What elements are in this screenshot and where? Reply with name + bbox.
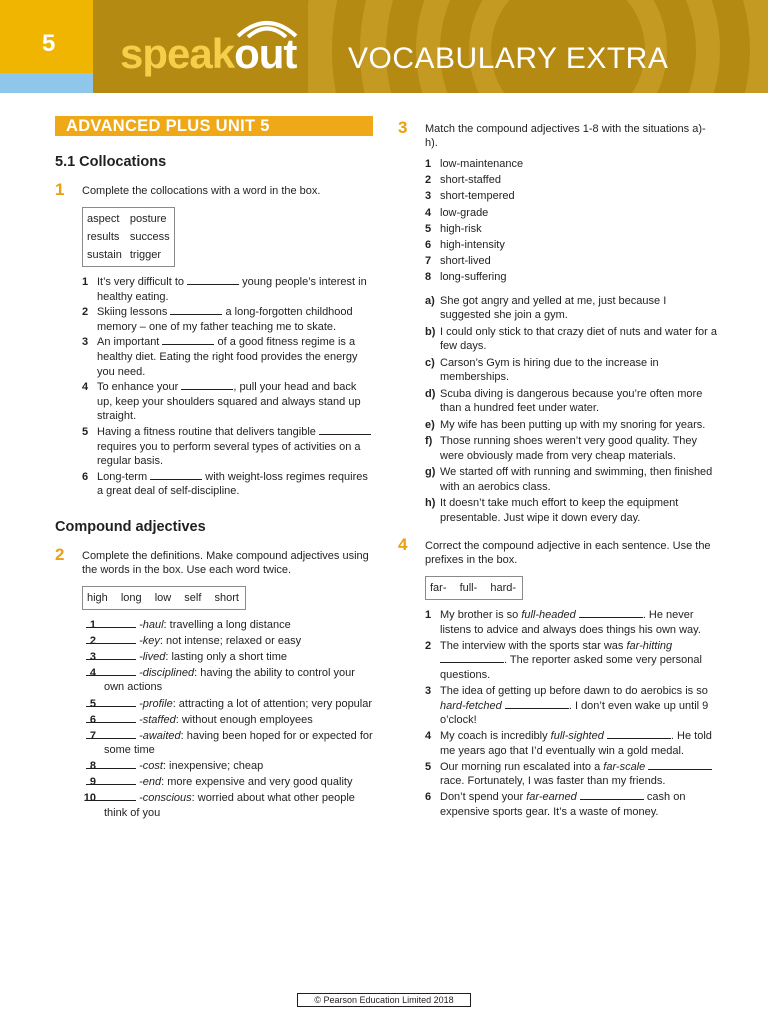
list-item: 9 -end: more expensive and very good quality [82, 775, 373, 789]
list-item: a) She got angry and yelled at me, just because I suggested she join a gym. [425, 294, 667, 322]
page-title: VOCABULARY EXTRA [348, 42, 669, 75]
list-item: 4 My coach is incredibly full-sighted . He told me years ago that I’d eventually win a gold medal. [425, 730, 712, 757]
logo-out: out [234, 30, 297, 77]
section-collocations-title: 5.1 Collocations [55, 154, 167, 170]
list-item: d) Scuba diving is dangerous because you’re often more than a hundred feet under water. [425, 387, 703, 415]
exercise-number: 2 [55, 544, 65, 564]
box-word: short [214, 591, 239, 604]
answer-blank[interactable] [162, 335, 214, 345]
box-word: low [154, 591, 172, 604]
list-item: 5 high-risk [425, 222, 482, 235]
answer-blank[interactable] [150, 470, 202, 480]
list-item: 10 -conscious: worried about what other people think of you [83, 792, 355, 819]
box-word: self [184, 591, 202, 604]
list-item: 1 -haul: travelling a long distance [82, 618, 373, 632]
answer-blank[interactable] [170, 305, 222, 315]
answer-blank[interactable] [648, 760, 712, 770]
list-item: g) We started off with running and swimming, then finished with an aerobics class. [425, 465, 713, 493]
copyright-footer: © Pearson Education Limited 2018 [297, 993, 471, 1007]
left-column [55, 116, 373, 822]
list-item: 1 It’s very difficult to young people’s interest in healthy eating. [82, 276, 367, 303]
answer-blank[interactable] [440, 653, 504, 663]
list-item: 5 Our morning run escalated into a far-scale race. Fortunately, I was faster than my friends. [425, 760, 718, 789]
exercise-1 [55, 180, 373, 499]
list-item: 4 -disciplined: having the ability to control your own actions [82, 666, 373, 695]
list-item: 3 -lived: lasting only a short time [82, 650, 373, 664]
list-item: 7 short-lived [425, 255, 491, 268]
exercise-number: 3 [398, 118, 408, 137]
unit-banner: ADVANCED PLUS UNIT 5 [55, 116, 373, 136]
word-box [425, 576, 523, 600]
box-word: hard- [490, 582, 517, 595]
list-item: 6 Don’t spend your far-earned cash on expensive sports gear. It’s a waste of money. [425, 791, 686, 818]
box-word: sustain [87, 249, 122, 261]
list-item: h) It doesn’t take much effort to keep the equipment presentable. Just wipe it down every day. [425, 496, 679, 524]
list-item: 4 To enhance your , pull your head and back up, keep your shoulders squared and always stand up straight. [82, 381, 361, 423]
right-column [398, 116, 718, 821]
speakout-logo [120, 30, 296, 78]
box-word: aspect [87, 213, 120, 225]
exercise-instruction: Complete the definitions. Make compound adjectives using the words in the box. Use each word twice. [82, 549, 369, 576]
list-item: 8 -cost: inexpensive; cheap [82, 759, 373, 773]
exercise-number: 4 [398, 535, 408, 555]
box-word: results [87, 231, 120, 243]
exercise-instruction: Match the compound adjectives 1-8 with the situations a)-h). [425, 123, 706, 149]
list-item: f) Those running shoes weren’t very good quality. They were obviously made from very cheap materials. [425, 434, 698, 462]
answer-blank[interactable] [187, 275, 239, 285]
list-item: 2 -key: not intense; relaxed or easy [82, 634, 373, 648]
exercise-instruction: Complete the collocations with a word in the box. [82, 185, 321, 197]
list-item: b) I could only stick to that crazy diet of nuts and water for a few days. [425, 325, 717, 353]
exercise-instruction: Correct the compound adjective in each sentence. Use the prefixes in the box. [425, 540, 711, 567]
list-item: 6 -staffed: without enough employees [82, 713, 373, 727]
word-box [82, 207, 175, 267]
list-item: 3 short-tempered [425, 190, 515, 203]
list-item: 2 Skiing lessons a long-forgotten childhood memory – one of my father teaching me to skate. [82, 306, 353, 333]
exercise-4 [398, 535, 718, 819]
page-header [0, 0, 768, 93]
list-item: 6 high-intensity [425, 239, 505, 252]
list-item: c) Carson’s Gym is hiring due to the increase in memberships. [425, 356, 659, 384]
answer-blank[interactable] [607, 729, 671, 739]
list-item: 1 My brother is so full-headed . He never listens to advice and always does things his own way. [425, 609, 701, 636]
list-item: 2 The interview with the sports star was far-hitting . The reporter asked some very personal questions. [425, 639, 702, 682]
logo-speak: speak [120, 30, 235, 77]
list-item: 3 The idea of getting up before dawn to do aerobics is so hard-fetched . I don’t even wake up until 9 o’clock! [425, 685, 709, 727]
box-word: trigger [129, 249, 162, 261]
list-item: 4 low-grade [425, 206, 489, 219]
list-item: 6 Long-term with weight-loss regimes requires a great deal of self-discipline. [82, 470, 368, 498]
box-word: long [120, 591, 142, 604]
box-word: posture [129, 213, 167, 225]
definition-items [82, 618, 373, 820]
list-item: 5 Having a fitness routine that delivers tangible requires you to perform several types of activities on a regular basis. [82, 425, 373, 469]
answer-blank[interactable] [580, 790, 644, 800]
exercise-2 [55, 544, 373, 820]
answer-blank[interactable] [505, 699, 569, 709]
list-item: 2 short-staffed [425, 174, 501, 187]
box-word: high [87, 591, 108, 604]
unit-number: 5 [42, 30, 56, 57]
exercise-3 [398, 118, 718, 525]
box-word: far- [430, 582, 447, 595]
exercise-number: 1 [55, 180, 65, 199]
unit-color-strip [0, 73, 93, 93]
collocation-items [82, 275, 373, 499]
list-item: 8 long-suffering [425, 271, 507, 284]
answer-blank[interactable] [181, 380, 233, 390]
box-word: full- [459, 582, 478, 595]
section-compound-title: Compound adjectives [55, 518, 206, 535]
correction-items [425, 608, 718, 819]
word-box [82, 586, 246, 610]
list-item: 7 -awaited: having been hoped for or expected for some time [82, 729, 373, 758]
answer-blank[interactable] [579, 608, 643, 618]
situation-list [425, 294, 718, 526]
adjective-list [425, 156, 718, 286]
list-item: 3 An important of a good fitness regime is a healthy diet. Eating the right food provides the energy you need. [82, 336, 358, 378]
box-word: success [129, 231, 170, 243]
list-item: 5 -profile: attracting a lot of attention; very popular [82, 697, 373, 711]
list-item: e) My wife has been putting up with my snoring for years. [425, 418, 706, 431]
answer-blank[interactable] [319, 425, 371, 435]
list-item: 1 low-maintenance [425, 158, 524, 170]
